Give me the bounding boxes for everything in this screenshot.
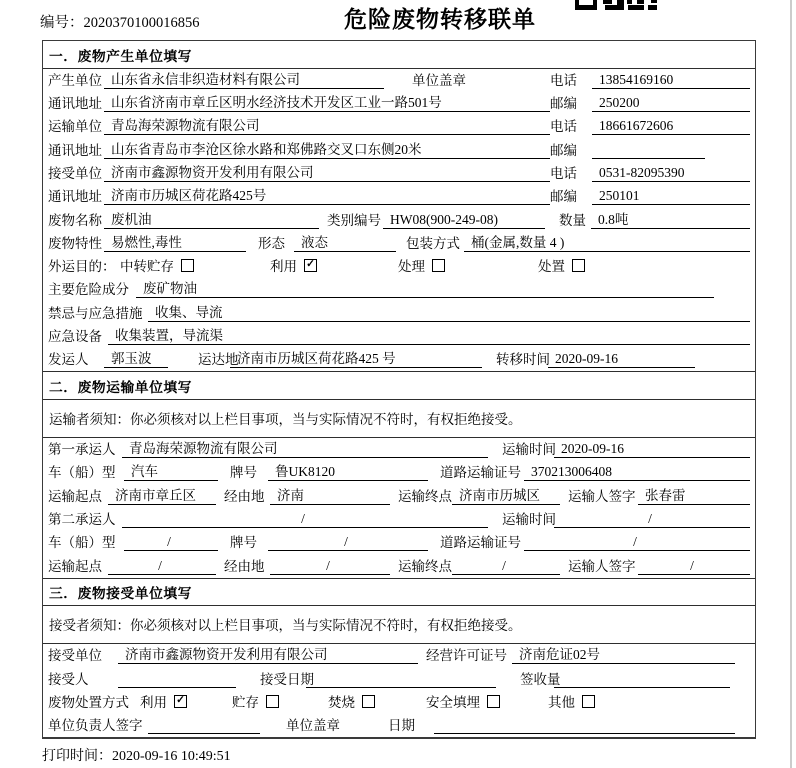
field-label: 形态 bbox=[258, 235, 285, 251]
field-value: / bbox=[524, 534, 750, 551]
print-time bbox=[42, 745, 231, 765]
field-value: 13854169160 bbox=[592, 72, 750, 89]
form-row bbox=[43, 714, 755, 737]
field-label: 经由地 bbox=[224, 488, 265, 504]
checkbox-label: 安全填埋 bbox=[426, 695, 480, 711]
field-label: 通讯地址 bbox=[48, 96, 102, 112]
notice-row: 运输者须知：你必须核对以上栏目事项，当与实际情况不符时，有权拒绝接受。 bbox=[43, 400, 755, 438]
field-label: 运输起点 bbox=[48, 488, 102, 504]
checkbox-label: 处置 bbox=[538, 259, 565, 275]
form-row bbox=[43, 461, 755, 484]
field-label: 邮编 bbox=[550, 142, 577, 158]
field-label: 电话 bbox=[550, 119, 577, 135]
field-label: 接受单位 bbox=[48, 165, 102, 181]
checkbox-label: 焚烧 bbox=[328, 695, 355, 711]
field-value: / bbox=[108, 558, 216, 575]
transfer-form-table bbox=[42, 40, 756, 739]
field-label: 禁忌与应急措施 bbox=[48, 305, 143, 321]
form-row bbox=[43, 301, 755, 324]
field-value: 济南市历城区荷花路425号 bbox=[104, 184, 550, 205]
field-label: 数量 bbox=[559, 212, 586, 228]
form-row bbox=[43, 531, 755, 554]
form-section bbox=[43, 578, 755, 738]
field-label: 道路运输证号 bbox=[440, 465, 521, 481]
checkbox-option bbox=[120, 255, 270, 275]
field-value: 易燃性,毒性 bbox=[104, 231, 246, 252]
field-label: 电话 bbox=[550, 165, 577, 181]
field-label: 运输人签字 bbox=[568, 558, 636, 574]
field-label: 牌号 bbox=[230, 535, 257, 551]
field-value: 250200 bbox=[592, 95, 750, 112]
field-label: 道路运输证号 bbox=[440, 535, 521, 551]
field-value: / bbox=[638, 558, 750, 575]
field-value: 汽车 bbox=[124, 460, 218, 481]
field-value: / bbox=[554, 511, 750, 528]
field-value bbox=[434, 717, 735, 734]
doc-number: 2020370100016856 bbox=[83, 15, 200, 31]
form-row bbox=[43, 162, 755, 185]
page-edge-line bbox=[790, 0, 792, 768]
field-value: / bbox=[122, 511, 488, 528]
field-label: 接受人 bbox=[48, 671, 89, 687]
form-row bbox=[43, 278, 755, 301]
field-value bbox=[118, 671, 236, 688]
form-row bbox=[43, 115, 755, 138]
print-time-label: 打印时间： bbox=[42, 749, 112, 764]
form-row bbox=[43, 69, 755, 92]
field-label: 应急设备 bbox=[48, 329, 102, 345]
field-label: 发运人 bbox=[48, 352, 89, 368]
checkbox-checked-icon: ✓ bbox=[174, 695, 187, 708]
field-label: 废物特性 bbox=[48, 235, 102, 251]
field-value: 收集、导流 bbox=[148, 301, 750, 322]
field-label: 邮编 bbox=[550, 96, 577, 112]
section-header: 二．废物运输单位填写 bbox=[43, 372, 755, 400]
checkbox-option bbox=[426, 691, 548, 711]
checkbox-option bbox=[328, 691, 426, 711]
field-label: 电话 bbox=[550, 72, 577, 88]
field-value bbox=[148, 717, 260, 734]
form-row bbox=[43, 691, 755, 714]
checkbox-label: 利用 bbox=[140, 695, 167, 711]
form-row bbox=[43, 325, 755, 348]
field-value: 废矿物油 bbox=[136, 277, 714, 298]
form-row bbox=[43, 232, 755, 255]
field-value: 18661672606 bbox=[592, 118, 750, 135]
field-label: 类别编号 bbox=[327, 212, 381, 228]
checkbox-label: 处理 bbox=[398, 259, 425, 275]
checkbox-unchecked-icon bbox=[487, 695, 500, 708]
field-label: 经营许可证号 bbox=[426, 648, 507, 664]
field-label: 运输终点 bbox=[398, 558, 452, 574]
field-label: 包装方式 bbox=[406, 235, 460, 251]
checkbox-unchecked-icon bbox=[181, 259, 194, 272]
field-value: 液态 bbox=[294, 231, 396, 252]
field-label: 第一承运人 bbox=[48, 442, 116, 458]
field-value: / bbox=[124, 534, 218, 551]
field-label: 运输单位 bbox=[48, 119, 102, 135]
checkbox-option bbox=[140, 691, 232, 711]
field-label: 废物名称 bbox=[48, 212, 102, 228]
field-value: 收集装置，导流渠 bbox=[108, 324, 750, 345]
form-row bbox=[43, 484, 755, 507]
field-value: 张春雷 bbox=[638, 484, 750, 505]
form-section bbox=[43, 41, 755, 371]
field-value: 山东省永信非织造材料有限公司 bbox=[104, 68, 384, 89]
field-label: 外运目的： bbox=[48, 259, 116, 275]
field-label: 废物处置方式 bbox=[48, 695, 129, 711]
field-value: / bbox=[268, 534, 428, 551]
checkbox-label: 其他 bbox=[548, 695, 575, 711]
form-row bbox=[43, 554, 755, 577]
checkbox-option bbox=[270, 255, 398, 275]
field-label: 第二承运人 bbox=[48, 512, 116, 528]
form-row bbox=[43, 348, 755, 371]
form-section bbox=[43, 371, 755, 577]
checkbox-label: 中转贮存 bbox=[120, 259, 174, 275]
form-row bbox=[43, 138, 755, 161]
field-label: 产生单位 bbox=[48, 72, 102, 88]
field-value: 鲁UK8120 bbox=[268, 460, 428, 481]
field-label: 运输终点 bbox=[398, 488, 452, 504]
form-row bbox=[43, 208, 755, 231]
field-value: 2020-09-16 bbox=[554, 441, 750, 458]
checkbox-option bbox=[232, 691, 328, 711]
field-label: 经由地 bbox=[224, 558, 265, 574]
form-title: 危险废物转移联单 bbox=[344, 7, 536, 32]
field-value: 0531-82095390 bbox=[592, 165, 750, 182]
checkbox-option bbox=[538, 255, 638, 275]
field-value bbox=[554, 671, 730, 688]
form-row bbox=[43, 255, 755, 278]
field-value: HW08(900-249-08) bbox=[383, 212, 545, 229]
field-value: 济南市鑫源物资开发利用有限公司 bbox=[118, 643, 418, 664]
section-header: 一．废物产生单位填写 bbox=[43, 41, 755, 69]
form-row bbox=[43, 185, 755, 208]
checkbox-option bbox=[548, 691, 628, 711]
field-label: 通讯地址 bbox=[48, 142, 102, 158]
field-label: 运输时间 bbox=[502, 442, 556, 458]
field-label: 运输时间 bbox=[502, 512, 556, 528]
field-label: 车（船）型 bbox=[48, 465, 116, 481]
field-label: 单位盖章 bbox=[412, 72, 466, 88]
field-label: 牌号 bbox=[230, 465, 257, 481]
form-row bbox=[43, 508, 755, 531]
field-value: 济南市章丘区 bbox=[108, 484, 216, 505]
field-value bbox=[306, 671, 496, 688]
field-value: 0.8吨 bbox=[591, 208, 750, 229]
checkbox-label: 利用 bbox=[270, 259, 297, 275]
print-time-value: 2020-09-16 10:49:51 bbox=[112, 749, 231, 764]
field-value: 2020-09-16 bbox=[548, 351, 695, 368]
field-label: 运输起点 bbox=[48, 558, 102, 574]
field-value: 济南市历城区 bbox=[452, 484, 560, 505]
field-value: 济南市鑫源物资开发利用有限公司 bbox=[104, 161, 550, 182]
field-label: 通讯地址 bbox=[48, 189, 102, 205]
notice-row: 接受者须知：你必须核对以上栏目事项，当与实际情况不符时，有权拒绝接受。 bbox=[43, 606, 755, 644]
checkbox-checked-icon: ✓ bbox=[304, 259, 317, 272]
doc-number-label: 编号： bbox=[40, 15, 84, 31]
field-value: 济南市历城区荷花路425 号 bbox=[230, 347, 482, 368]
field-value: / bbox=[452, 558, 560, 575]
field-label: 转移时间 bbox=[496, 352, 550, 368]
field-label: 单位负责人签字 bbox=[48, 718, 143, 734]
field-value: 青岛海荣源物流有限公司 bbox=[104, 114, 550, 135]
field-label: 接受单位 bbox=[48, 648, 102, 664]
field-value: 济南 bbox=[270, 484, 390, 505]
form-row bbox=[43, 438, 755, 461]
field-value: / bbox=[270, 558, 390, 575]
checkbox-unchecked-icon bbox=[362, 695, 375, 708]
field-value: 山东省青岛市李沧区徐水路和郑佛路交叉口东侧20米 bbox=[104, 138, 550, 159]
field-label: 日期 bbox=[388, 718, 415, 734]
field-value: 青岛海荣源物流有限公司 bbox=[122, 437, 488, 458]
section-header: 三．废物接受单位填写 bbox=[43, 579, 755, 607]
form-row bbox=[43, 92, 755, 115]
field-value: 郭玉波 bbox=[104, 347, 168, 368]
form-row bbox=[43, 644, 755, 667]
field-label: 运输人签字 bbox=[568, 488, 636, 504]
checkbox-unchecked-icon bbox=[432, 259, 445, 272]
checkbox-unchecked-icon bbox=[266, 695, 279, 708]
field-label: 车（船）型 bbox=[48, 535, 116, 551]
field-value: 山东省济南市章丘区明水经济技术开发区工业一路501号 bbox=[104, 91, 550, 112]
field-value: 250101 bbox=[592, 188, 750, 205]
field-label: 单位盖章 bbox=[286, 718, 340, 734]
field-value: 370213006408 bbox=[524, 464, 750, 481]
checkbox-label: 贮存 bbox=[232, 695, 259, 711]
field-value bbox=[592, 142, 705, 159]
checkbox-option bbox=[398, 255, 538, 275]
field-value: 济南危证02号 bbox=[512, 643, 735, 664]
field-label: 主要危险成分 bbox=[48, 282, 129, 298]
field-label: 接受日期 bbox=[260, 671, 314, 687]
qr-code-fragment bbox=[575, 0, 659, 10]
checkbox-unchecked-icon bbox=[572, 259, 585, 272]
checkbox-unchecked-icon bbox=[582, 695, 595, 708]
field-label: 签收量 bbox=[520, 671, 561, 687]
field-label: 运达地 bbox=[198, 352, 239, 368]
form-row bbox=[43, 667, 755, 690]
field-label: 邮编 bbox=[550, 189, 577, 205]
field-value: 废机油 bbox=[104, 208, 319, 229]
field-value: 桶(金属,数量 4 ) bbox=[464, 231, 750, 252]
